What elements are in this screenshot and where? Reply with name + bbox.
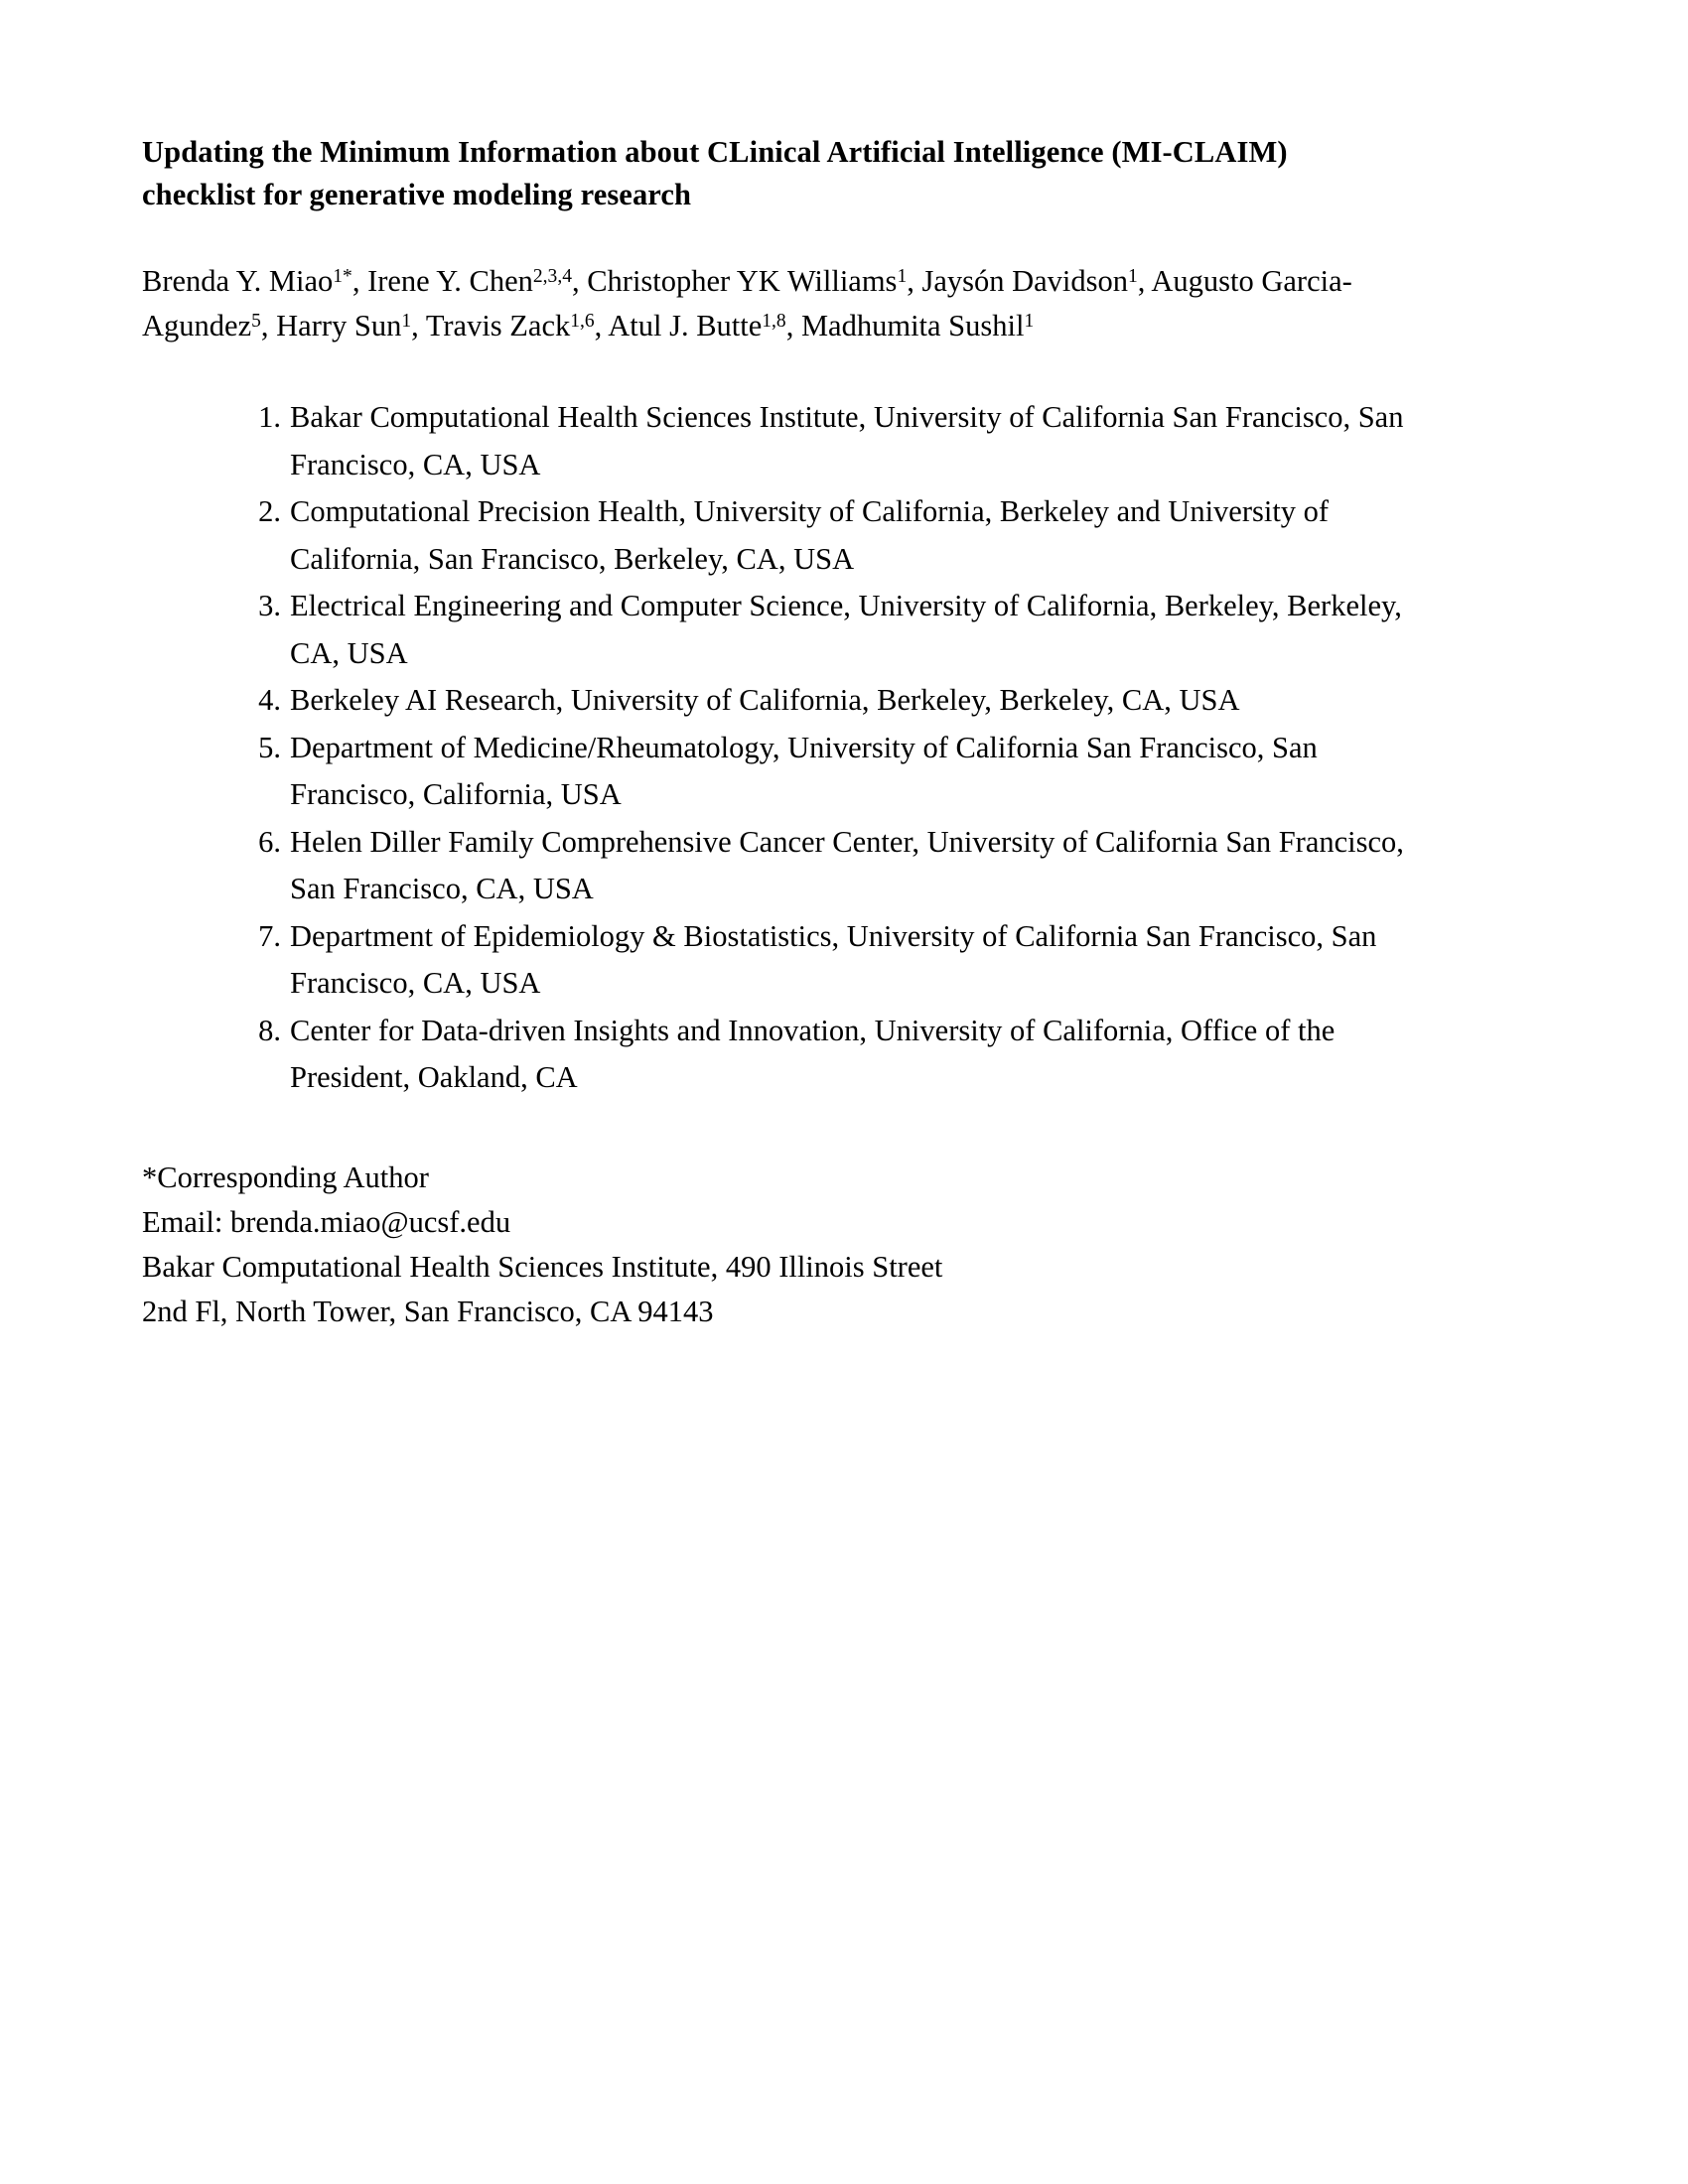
correspondence-block <box>142 1156 1334 1334</box>
affiliation-text: Berkeley AI Research, University of California, Berkeley, Berkeley, CA, USA <box>290 683 1240 717</box>
list-item <box>142 583 1433 677</box>
author-affiliation-marker: 1* <box>333 265 352 287</box>
author-affiliation-marker: 5 <box>251 310 261 332</box>
author-name: Irene Y. Chen <box>367 264 533 298</box>
author-separator: , <box>785 309 801 342</box>
author-separator: , <box>594 309 609 342</box>
affiliation-text: Bakar Computational Health Sciences Institute, University of California San Francisco, San Francisco, CA, USA <box>290 400 1404 481</box>
author-affiliation-marker: 1 <box>897 265 908 287</box>
corresponding-email: Email: brenda.miao@ucsf.edu <box>142 1204 511 1239</box>
author-list-spacer <box>142 348 1433 394</box>
list-item <box>142 488 1433 583</box>
list-marker: 6. <box>258 824 281 859</box>
author-separator: , <box>571 264 588 298</box>
author-affiliation-marker: 2,3,4 <box>532 265 572 287</box>
title-page-content <box>142 131 1433 1334</box>
affiliation-text: Electrical Engineering and Computer Science, University of California, Berkeley, Berkeley, CA, USA <box>290 589 1402 670</box>
list-marker: 8. <box>258 1013 281 1047</box>
author-name: Jaysón Davidson <box>921 264 1129 298</box>
list-marker: 5. <box>258 730 281 764</box>
author-name: Brenda Y. Miao <box>142 264 334 298</box>
affiliation-correspondence-spacer <box>142 1102 1433 1156</box>
author-separator: , <box>260 309 277 342</box>
list-marker: 1. <box>258 400 281 434</box>
list-item <box>142 819 1433 913</box>
author-name: Augusto <box>1151 264 1254 298</box>
author-affiliation-marker: 1 <box>1128 265 1138 287</box>
author-line-1 <box>142 264 1261 298</box>
author-affiliation-marker: 1 <box>401 310 412 332</box>
author-affiliation-marker: 1,6 <box>570 310 595 332</box>
author-name: Atul J. Butte <box>608 309 763 342</box>
corresponding-author-label: *Corresponding Author <box>142 1160 429 1194</box>
author-name: Garcia-Agundez <box>142 264 1352 342</box>
title-author-spacer <box>142 216 1433 259</box>
list-marker: 3. <box>258 589 281 622</box>
author-separator: , <box>411 309 426 342</box>
author-list <box>142 259 1358 348</box>
list-item <box>142 677 1433 725</box>
list-marker: 2. <box>258 494 281 528</box>
affiliation-text: Helen Diller Family Comprehensive Cancer Center, University of California San Francisco, San Francisco, CA, USA <box>290 824 1404 905</box>
affiliation-text: Computational Precision Health, University of California, Berkeley and University of California, San Francisco, Berkeley, CA, USA <box>290 494 1330 576</box>
corresponding-address-line-2: 2nd Fl, North Tower, San Francisco, CA 94143 <box>142 1294 714 1328</box>
list-item <box>142 725 1433 819</box>
affiliation-text: Center for Data-driven Insights and Innovation, University of California, Office of the President, Oakland, CA <box>290 1013 1336 1094</box>
affiliation-text: Department of Medicine/Rheumatology, University of California San Francisco, San Francisco, California, USA <box>290 730 1318 811</box>
list-marker: 7. <box>258 918 281 953</box>
list-item <box>142 913 1433 1008</box>
author-name: Harry Sun <box>276 309 402 342</box>
list-item <box>142 1008 1433 1102</box>
affiliation-list <box>142 394 1433 1102</box>
author-name: Madhumita Sushil <box>800 309 1025 342</box>
author-separator: , <box>907 264 922 298</box>
author-name: Travis Zack <box>425 309 571 342</box>
author-separator: , <box>352 264 368 298</box>
author-separator: , <box>1137 264 1152 298</box>
author-affiliation-marker: 1,8 <box>762 310 786 332</box>
corresponding-address-line-1: Bakar Computational Health Sciences Institute, 490 Illinois Street <box>142 1249 943 1284</box>
affiliation-text: Department of Epidemiology & Biostatistics, University of California San Francisco, San Francisco, CA, USA <box>290 918 1377 1000</box>
page-title: Updating the Minimum Information about CLinical Artificial Intelligence (MI-CLAIM) checklist for generative modeling research <box>142 135 1288 211</box>
list-marker: 4. <box>258 683 281 717</box>
list-item <box>142 394 1433 488</box>
author-affiliation-marker: 1 <box>1024 310 1035 332</box>
author-name: Christopher YK Williams <box>587 264 898 298</box>
